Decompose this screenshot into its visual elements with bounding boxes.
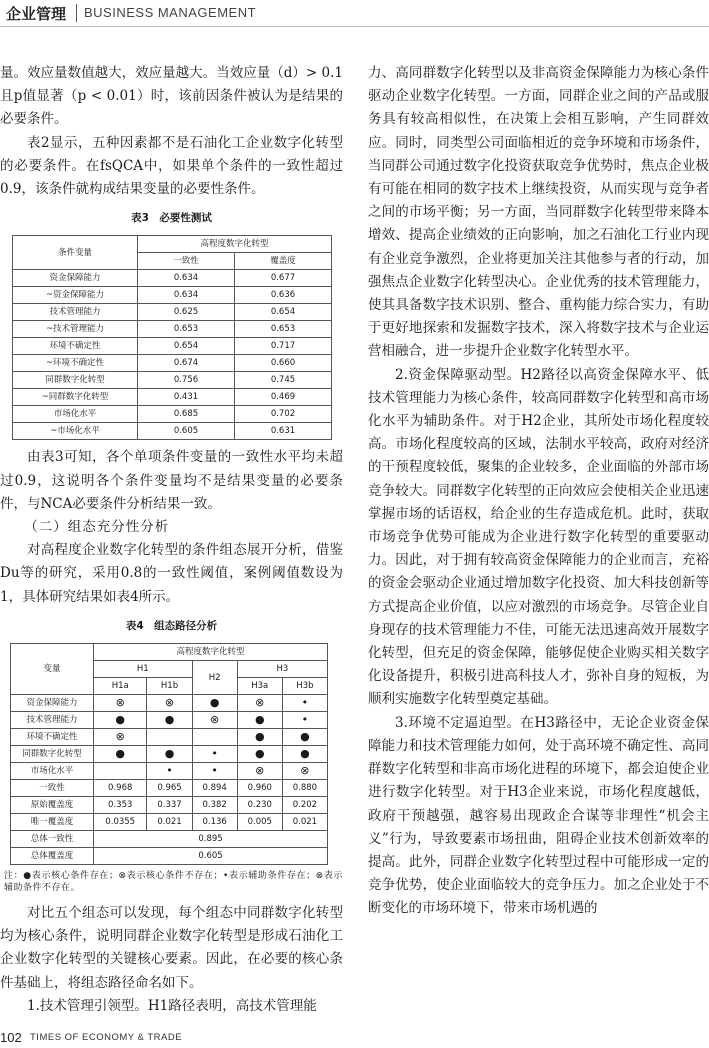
table-cell: 0.653 xyxy=(138,321,235,338)
table-cell xyxy=(147,729,192,746)
table-cell: • xyxy=(192,763,237,780)
table-cell: 0.230 xyxy=(237,797,282,814)
table-cell: ● xyxy=(237,712,282,729)
table-cell: 环境不确定性 xyxy=(13,338,138,355)
table-cell: 0.136 xyxy=(192,814,237,831)
table-cell: 0.0355 xyxy=(94,814,147,831)
paragraph: 3.环境不定逼迫型。在H3路径中，无论企业资金保障能力和技术管理能力如何，处于高环境不确定性、高同群数字化转型和非高市场化进程的环境下，都会迫使企业进行数字化转型。对于H3企业来说，市场化程度越低，政府干预越强，越容易出现政企合谋等非理性“机会主义”行为，导致要素市场扭曲，阻碍企业技术创新效率的提高。此外，同群企业数字化转型过程中可能形成一定的竞争优势，使企业面临较大的竞争压力。加之企业处于不断变化的市场环境下，带来市场机遇的 xyxy=(368,714,709,917)
table-cell: 0.605 xyxy=(94,848,328,865)
table-cell: 0.717 xyxy=(234,338,331,355)
table-header: H1a xyxy=(94,678,147,695)
table-cell: ⊗ xyxy=(94,729,147,746)
table-row xyxy=(11,763,328,780)
table-row xyxy=(13,389,332,406)
table-cell: 0.745 xyxy=(234,372,331,389)
table-cell: 技术管理能力 xyxy=(11,712,94,729)
table-cell: 0.894 xyxy=(192,780,237,797)
table-cell: 0.653 xyxy=(234,321,331,338)
table-cell: 0.625 xyxy=(138,304,235,321)
paragraph: 力、高同群数字化转型以及非高资金保障能力为核心条件驱动企业数字化转型。一方面，同群企业之间的产品或服务具有较高相似性，在决策上会相互影响，产生同群效应。同时，同类型公司面临相近的竞争环境和市场条件，当同群公司通过数字化投资获取竞争优势时，焦点企业极有可能在相同的数字技术上继续投资，从而实现与竞争者之间的市场平衡；另一方面，当同群数字化转型带来降本增效、提高企业绩效的正向影响，加之石油化工行业内现有企业竞争激烈，企业将更加关注其他参与者的行动，加强焦点企业数字化转型决心。企业优秀的技术管理能力，使其具备数字技术识别、整合、重构能力综合实力，有助于更好地探索和发掘数字技术，深入将数字技术与企业运营相融合，进一步提升企业数字化转型水平。 xyxy=(368,65,709,360)
table3-necessity xyxy=(12,235,332,440)
table-row xyxy=(13,287,332,304)
table-cell: ⊗ xyxy=(94,695,147,712)
table-cell: 原始覆盖度 xyxy=(11,797,94,814)
table-cell: 市场化水平 xyxy=(11,763,94,780)
table-row xyxy=(13,372,332,389)
table-cell: ⊗ xyxy=(282,763,327,780)
table-header: 变量 xyxy=(11,644,94,695)
table-cell: • xyxy=(192,746,237,763)
paragraph: 表2显示，五种因素都不是石油化工企业数字化转型的必要条件。在fsQCA中，如果单个条件的一致性超过0.9，该条件就构成结果变量的必要性条件。 xyxy=(0,134,343,198)
table-cell: 0.965 xyxy=(147,780,192,797)
table-cell: 0.202 xyxy=(282,797,327,814)
table-cell: 0.654 xyxy=(138,338,235,355)
table-cell: ⊗ xyxy=(147,695,192,712)
running-header xyxy=(0,0,709,26)
paragraph: 1.技术管理引领型。H1路径表明，高技术管理能 xyxy=(27,997,317,1014)
table-cell: • xyxy=(282,712,327,729)
table-row xyxy=(13,355,332,372)
table-row xyxy=(13,338,332,355)
table-header: 覆盖度 xyxy=(234,253,331,270)
table-cell: ⊗ xyxy=(237,763,282,780)
header-rule xyxy=(0,26,709,27)
table-cell: 0.634 xyxy=(138,270,235,287)
table-cell: 0.660 xyxy=(234,355,331,372)
table-cell: 0.880 xyxy=(282,780,327,797)
journal-name: TIMES OF ECONOMY & TRADE xyxy=(30,1032,183,1043)
table-header: H1 xyxy=(94,661,193,678)
table-cell: 0.353 xyxy=(94,797,147,814)
table-cell: ● xyxy=(94,746,147,763)
table-cell: ● xyxy=(94,712,147,729)
table-row xyxy=(11,814,328,831)
table-cell: ~同群数字化转型 xyxy=(13,389,138,406)
table-cell: 0.634 xyxy=(138,287,235,304)
table-row xyxy=(13,406,332,423)
table-header: H3a xyxy=(237,678,282,695)
table-header: H3 xyxy=(237,661,327,678)
table-cell: ~市场化水平 xyxy=(13,423,138,440)
table-cell: ● xyxy=(147,712,192,729)
table-header: 一致性 xyxy=(138,253,235,270)
table-row xyxy=(13,304,332,321)
table-cell: 0.631 xyxy=(234,423,331,440)
table-row xyxy=(11,695,328,712)
table-header: 高程度数字化转型 xyxy=(94,644,328,661)
table-cell: 0.431 xyxy=(138,389,235,406)
table-cell: ~技术管理能力 xyxy=(13,321,138,338)
table-cell: 0.677 xyxy=(234,270,331,287)
table-cell: ● xyxy=(237,746,282,763)
table-cell: 0.021 xyxy=(147,814,192,831)
table-cell: ● xyxy=(282,729,327,746)
table-cell: 市场化水平 xyxy=(13,406,138,423)
table-header: H3b xyxy=(282,678,327,695)
table-cell: ⊗ xyxy=(192,712,237,729)
table-row xyxy=(11,729,328,746)
table-cell: 0.005 xyxy=(237,814,282,831)
table-row xyxy=(13,321,332,338)
table-cell: 0.685 xyxy=(138,406,235,423)
table4-note: 注：●表示核心条件存在；⊗表示核心条件不存在；•表示辅助条件存在；⊗表示辅助条件不存在。 xyxy=(4,871,343,894)
table-cell: 0.469 xyxy=(234,389,331,406)
table-cell: 同群数字化转型 xyxy=(11,746,94,763)
right-column xyxy=(368,62,709,921)
paragraph: 2.资金保障驱动型。H2路径以高资金保障水平、低技术管理能力为核心条件，较高同群数字化转型和高市场化水平为辅助条件。对于H2企业，其所处市场化程度较高。市场化程度较高的区域，法制水平较高，政府对经济的干预程度较低，聚集的企业较多，企业面临的外部市场竞争较大。同群数字化转型的正向效应会使相关企业迅速掌握市场的话语权，给企业的生存造成危机。此时，获取市场竞争优势可能成为企业进行数字化转型的重要驱动力。因此，对于拥有较高资金保障能力的企业而言，充裕的资金会驱动企业通过增加数字化投资、加大科技创新等方式提高企业价值，以应对激烈的市场竞争。尽管企业自身现存的技术管理能力不佳，可能无法迅速高效开展数字化转型，但充足的资金保障，能够促使企业购买相关数字化设备提升，积极引进高科技人才，弥补自身的短板，为顺利实施数字化转型奠定基础。 xyxy=(368,366,709,708)
table-cell: 资金保障能力 xyxy=(13,270,138,287)
table-cell: 0.895 xyxy=(94,831,328,848)
table4-configuration xyxy=(10,643,328,865)
header-section-title: 企业管理 xyxy=(6,5,67,23)
table-cell: 同群数字化转型 xyxy=(13,372,138,389)
table-cell: 0.605 xyxy=(138,423,235,440)
table-cell: 0.756 xyxy=(138,372,235,389)
table-header: 条件变量 xyxy=(13,236,138,270)
table-cell: ● xyxy=(192,695,237,712)
table-cell: • xyxy=(282,695,327,712)
table-cell: 0.702 xyxy=(234,406,331,423)
table-cell: ~资金保障能力 xyxy=(13,287,138,304)
table-cell: 0.960 xyxy=(237,780,282,797)
table-cell: 唯一覆盖度 xyxy=(11,814,94,831)
paragraph: 对比五个组态可以发现，每个组态中同群数字化转型均为核心条件，说明同群企业数字化转型是形成石油化工企业数字化转型的关键核心要素。因此，在必要的核心条件基础上，将组态路径命名如下。 xyxy=(0,905,343,991)
table-row xyxy=(11,780,328,797)
table-cell: 资金保障能力 xyxy=(11,695,94,712)
table4-caption: 表4 组态路径分析 xyxy=(125,619,218,632)
table-cell: ● xyxy=(282,746,327,763)
table-row xyxy=(13,423,332,440)
table-header: 高程度数字化转型 xyxy=(138,236,332,253)
table-cell: 环境不确定性 xyxy=(11,729,94,746)
left-column xyxy=(0,62,343,1018)
header-section-english: BUSINESS MANAGEMENT xyxy=(84,5,257,20)
table-header: H2 xyxy=(192,661,237,695)
table-cell: 技术管理能力 xyxy=(13,304,138,321)
header-divider xyxy=(76,4,77,22)
table-cell: 一致性 xyxy=(11,780,94,797)
table-cell: 0.021 xyxy=(282,814,327,831)
table-cell: 0.674 xyxy=(138,355,235,372)
page-number: 102 xyxy=(0,1030,22,1045)
paragraph: 由表3可知，各个单项条件变量的一致性水平均未超过0.9，这说明各个条件变量均不是结果变量的必要条件，与NCA必要条件分析结果一致。 xyxy=(0,449,343,512)
table-cell: ● xyxy=(147,746,192,763)
table-cell xyxy=(94,763,147,780)
table-cell: 0.654 xyxy=(234,304,331,321)
table-cell: ● xyxy=(237,729,282,746)
table-cell: 0.636 xyxy=(234,287,331,304)
table-cell: 总体覆盖度 xyxy=(11,848,94,865)
paragraph: 量。效应量数值越大，效应量越大。当效应量（d）> 0.1且p值显著（p < 0.01）时，该前因条件被认为是结果的必要条件。 xyxy=(0,65,343,128)
table3-caption: 表3 必要性测试 xyxy=(131,212,212,225)
table-cell: 0.337 xyxy=(147,797,192,814)
paragraph: 对高程度企业数字化转型的条件组态展开分析，借鉴Du等的研究，采用0.8的一致性阈值，案例阈值数设为1，具体研究结果如表4所示。 xyxy=(0,542,343,605)
table-row xyxy=(11,746,328,763)
table-row xyxy=(13,270,332,287)
table-cell: • xyxy=(147,763,192,780)
table-cell xyxy=(192,729,237,746)
table-cell: 0.382 xyxy=(192,797,237,814)
table-cell: 总体一致性 xyxy=(11,831,94,848)
table-row xyxy=(11,797,328,814)
table-header: H1b xyxy=(147,678,192,695)
table-row xyxy=(11,712,328,729)
subsection-heading: （二）组态充分性分析 xyxy=(24,519,170,536)
table-cell: ⊗ xyxy=(237,695,282,712)
table-cell: 0.968 xyxy=(94,780,147,797)
table-cell: ~环境不确定性 xyxy=(13,355,138,372)
